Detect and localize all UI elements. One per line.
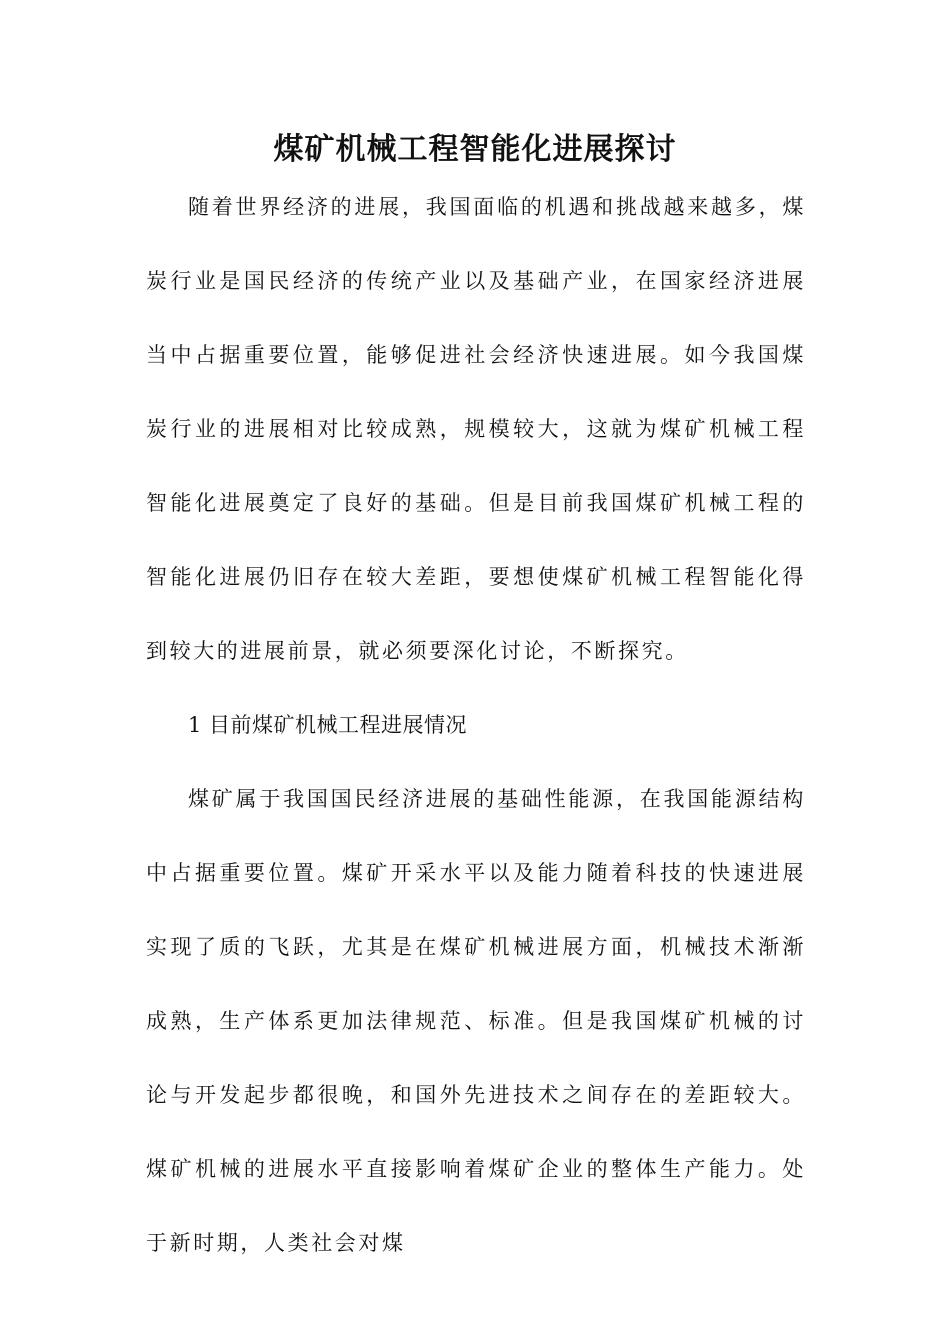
- section-paragraph: 煤矿属于我国国民经济进展的基础性能源，在我国能源结构中占据重要位置。煤矿开采水平以及能力随着科技的快速进展实现了质的飞跃，尤其是在煤矿机械进展方面，机械技术渐渐成熟，生产体系更加法律规范、标准。但是我国煤矿机械的讨论与开发起步都很晚，和国外先进技术之间存在的差距较大。煤矿机械的进展水平直接影响着煤矿企业的整体生产能力。处于新时期，人类社会对煤: [146, 787, 806, 1255]
- document-title: 煤矿机械工程智能化进展探讨: [273, 132, 677, 167]
- section-heading: 1 目前煤矿机械工程进展情况: [188, 713, 468, 737]
- intro-paragraph: 随着世界经济的进展，我国面临的机遇和挑战越来越多，煤炭行业是国民经济的传统产业以及基础产业，在国家经济进展当中占据重要位置，能够促进社会经济快速进展。如今我国煤炭行业的进展相对比较成熟，规模较大，这就为煤矿机械工程智能化进展奠定了良好的基础。但是目前我国煤矿机械工程的智能化进展仍旧存在较大差距，要想使煤矿机械工程智能化得到较大的进展前景，就必须要深化讨论，不断探究。: [146, 195, 806, 663]
- document-body: [146, 170, 806, 1280]
